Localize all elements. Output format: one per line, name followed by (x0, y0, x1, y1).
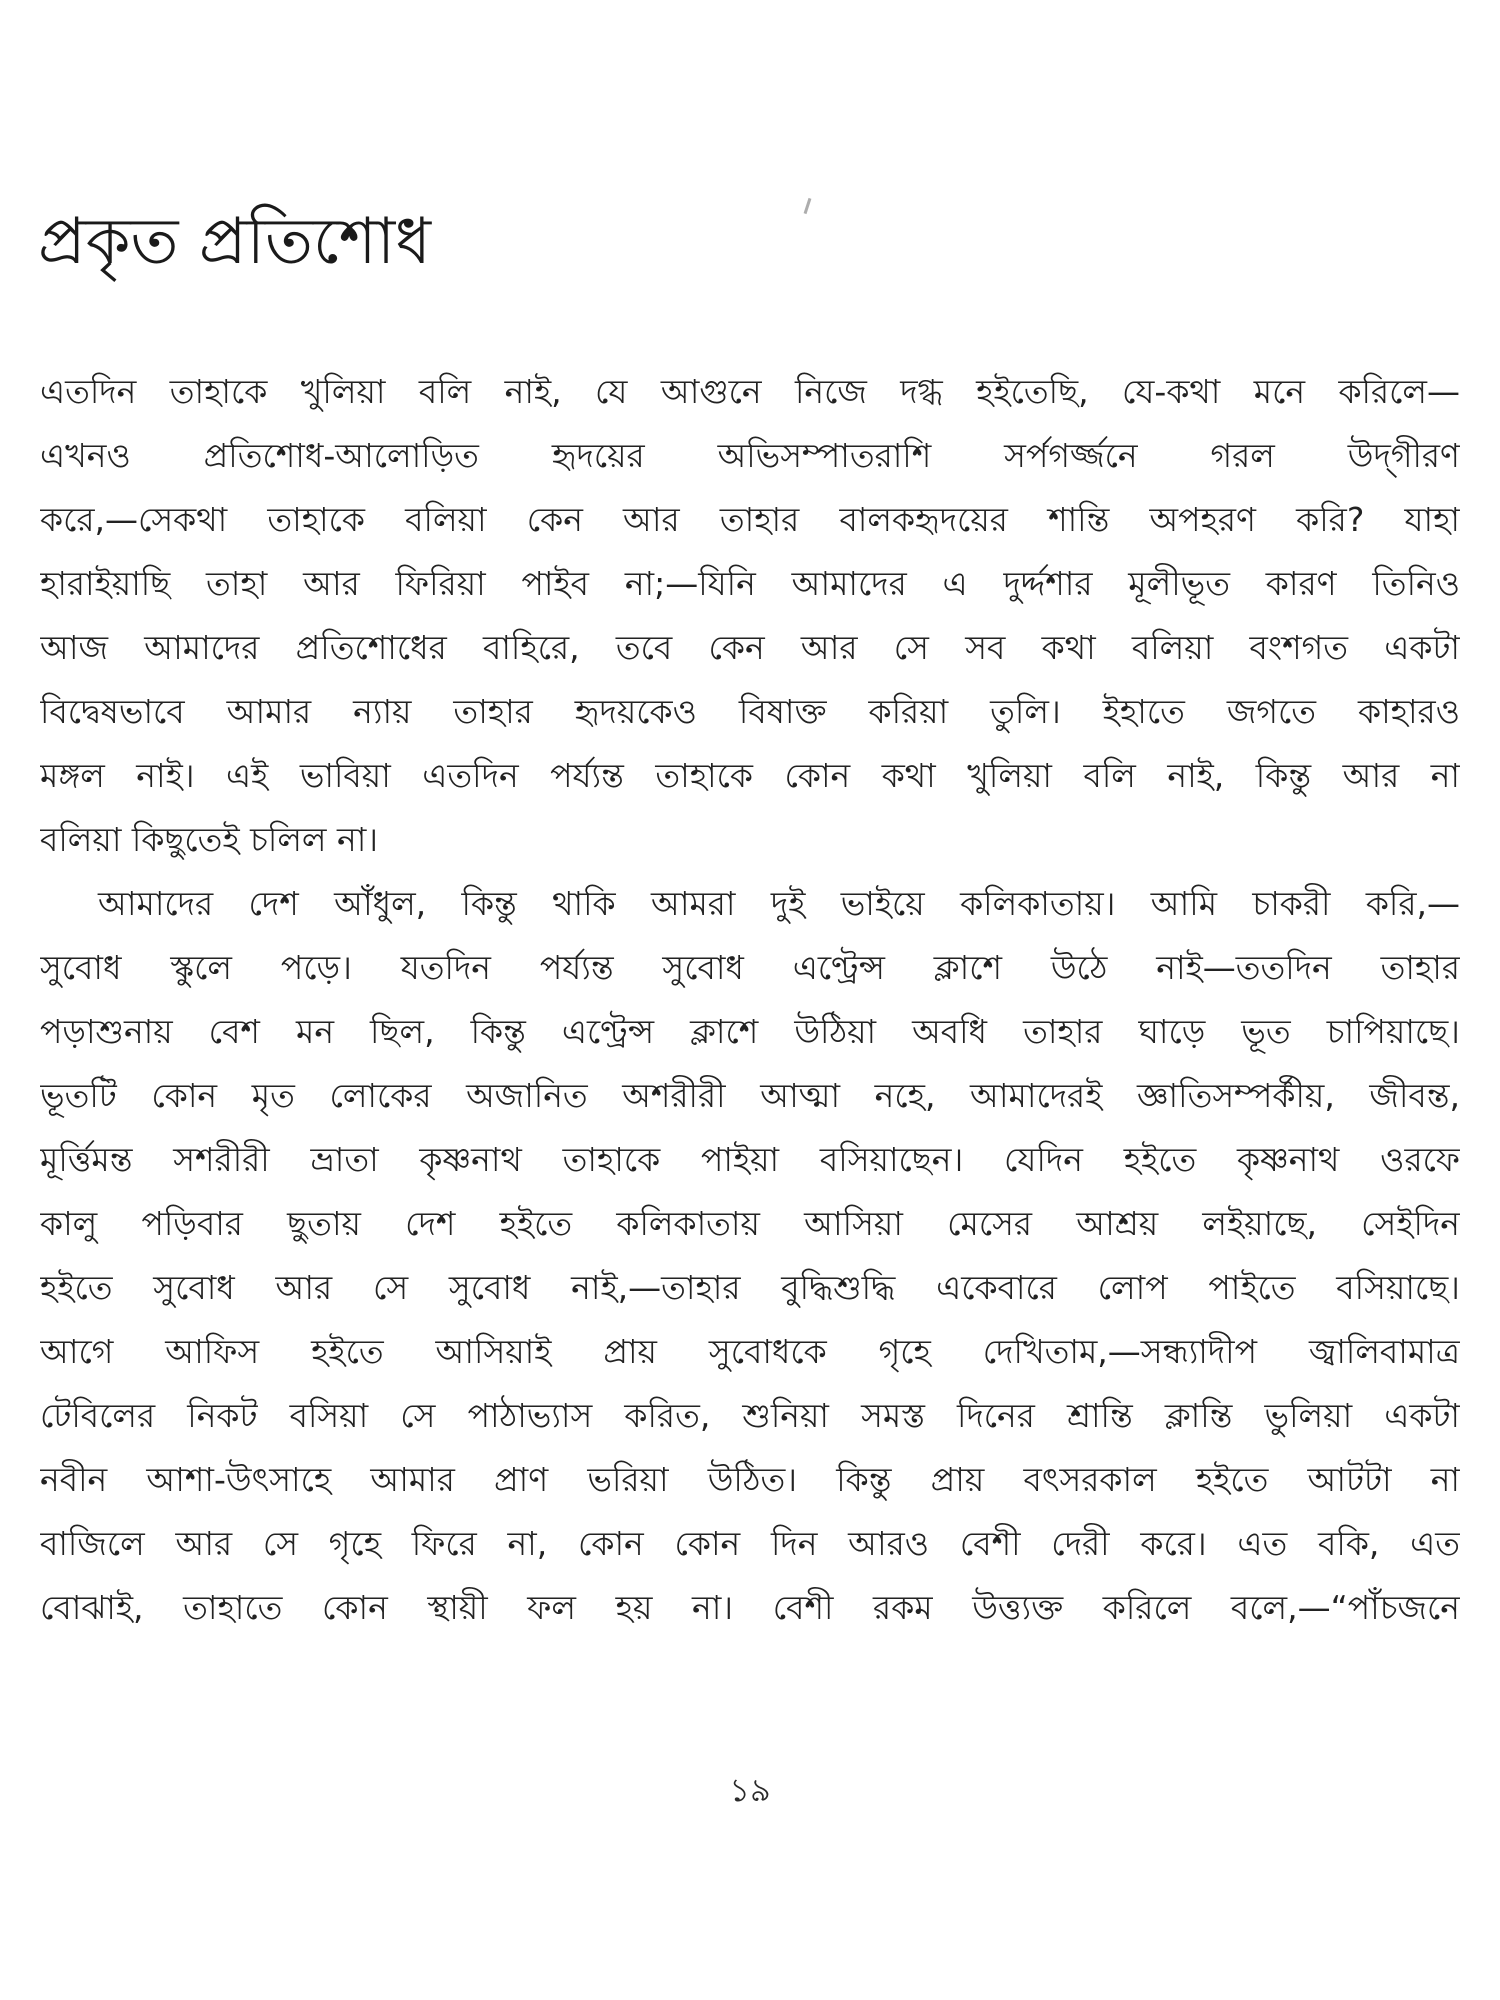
page-number: ১৯ (729, 1771, 771, 1809)
paragraph-2-line: কালু পড়িবার ছুতায় দেশ হইতে কলিকাতায় আসিয়া মেসের আশ্রয় লইয়াছে, সেইদিন (40, 1204, 1460, 1243)
paragraph-1-line: এখনও প্রতিশোধ-আলোড়িত হৃদয়ের অভিসম্পাতরাশি সর্পগর্জ্জনে গরল উদ্‌গীরণ (40, 436, 1460, 475)
paragraph-1-line: মঙ্গল নাই। এই ভাবিয়া এতদিন পর্য্যন্ত তাহাকে কোন কথা খুলিয়া বলি নাই, কিন্তু আর না (40, 756, 1460, 795)
paragraph-2-line: পড়াশুনায় বেশ মন ছিল, কিন্তু এণ্ট্রেন্স ক্লাশে উঠিয়া অবধি তাহার ঘাড়ে ভূত চাপিয়াছে। (40, 1012, 1460, 1051)
paragraph-2-line: আগে আফিস হইতে আসিয়াই প্রায় সুবোধকে গৃহে দেখিতাম,—সন্ধ্যাদীপ জ্বালিবামাত্র (40, 1332, 1460, 1371)
paragraph-1-line: হারাইয়াছি তাহা আর ফিরিয়া পাইব না;—যিনি আমাদের এ দুর্দ্দশার মূলীভূত কারণ তিনিও (40, 564, 1460, 603)
paragraph-1-line: করে,—সেকথা তাহাকে বলিয়া কেন আর তাহার বালকহৃদয়ের শান্তি অপহরণ করি? যাহা (40, 500, 1460, 539)
paragraph-2-line: হইতে সুবোধ আর সে সুবোধ নাই,—তাহার বুদ্ধিশুদ্ধি একেবারে লোপ পাইতে বসিয়াছে। (40, 1268, 1460, 1307)
chapter-title: প্রকৃত প্রতিশোধ (38, 205, 432, 279)
paragraph-2-first-line: আমাদের দেশ আঁধুল, কিন্তু থাকি আমরা দুই ভাইয়ে কলিকাতায়। আমি চাকরী করি,— (98, 884, 1460, 923)
paragraph-2-line: বোঝাই, তাহাতে কোন স্থায়ী ফল হয় না। বেশী রকম উত্ত্যক্ত করিলে বলে,—“পাঁচজনে (40, 1588, 1460, 1627)
paragraph-2-line: ভূতটি কোন মৃত লোকের অজানিত অশরীরী আত্মা নহে, আমাদেরই জ্ঞাতিসম্পর্কীয়, জীবন্ত, (40, 1076, 1460, 1115)
paragraph-2-line: টেবিলের নিকট বসিয়া সে পাঠাভ্যাস করিত, শুনিয়া সমস্ত দিনের শ্রান্তি ক্লান্তি ভুলিয়া একটা (40, 1396, 1460, 1435)
chapter-body (40, 360, 1460, 1640)
paragraph-2-line: সুবোধ স্কুলে পড়ে। যতদিন পর্য্যন্ত সুবোধ এণ্ট্রেন্স ক্লাশে উঠে নাই—ততদিন তাহার (40, 948, 1460, 987)
paragraph-1-last-line: বলিয়া কিছুতেই চলিল না। (40, 820, 379, 859)
paragraph-2-line: বাজিলে আর সে গৃহে ফিরে না, কোন কোন দিন আরও বেশী দেরী করে। এত বকি, এত (40, 1524, 1460, 1563)
paragraph-1-line: এতদিন তাহাকে খুলিয়া বলি নাই, যে আগুনে নিজে দগ্ধ হইতেছি, যে-কথা মনে করিলে— (40, 372, 1460, 411)
paragraph-1-line: বিদ্বেষভাবে আমার ন্যায় তাহার হৃদয়কেও বিষাক্ত করিয়া তুলি। ইহাতে জগতে কাহারও (40, 692, 1460, 731)
paragraph-1-line: আজ আমাদের প্রতিশোধের বাহিরে, তবে কেন আর সে সব কথা বলিয়া বংশগত একটা (40, 628, 1460, 667)
paragraph-2-line: নবীন আশা-উৎসাহে আমার প্রাণ ভরিয়া উঠিত। কিন্তু প্রায় বৎসরকাল হইতে আটটা না (40, 1460, 1460, 1499)
paragraph-2-line: মূর্ত্তিমন্ত সশরীরী ভ্রাতা কৃষ্ণনাথ তাহাকে পাইয়া বসিয়াছেন। যেদিন হইতে কৃষ্ণনাথ ওরফে (40, 1140, 1460, 1179)
